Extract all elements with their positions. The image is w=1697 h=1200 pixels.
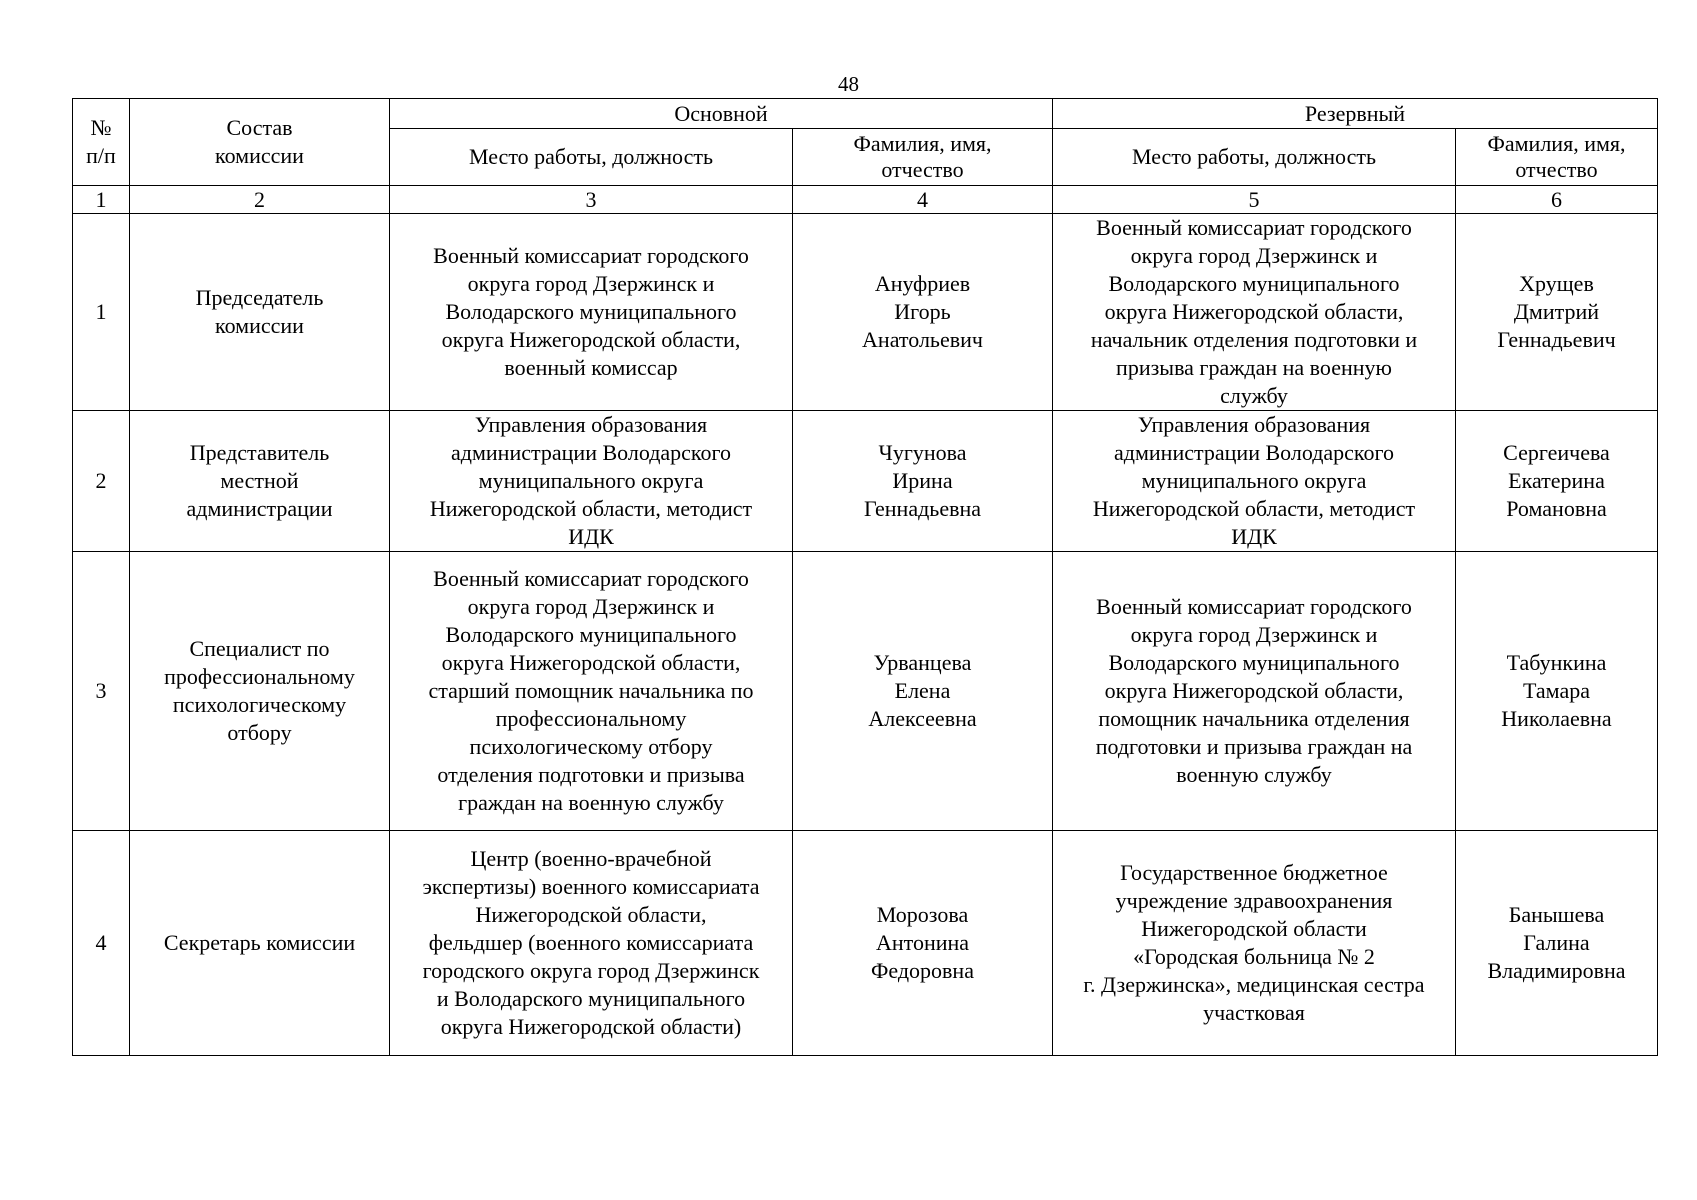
row-number: 3 bbox=[73, 552, 130, 831]
role-cell: Секретарь комиссии bbox=[130, 831, 390, 1056]
header-main-fio: Фамилия, имя, отчество bbox=[793, 129, 1053, 186]
reserve-name-cell: Хрущев Дмитрий Геннадьевич bbox=[1456, 214, 1658, 411]
table-row bbox=[73, 552, 1658, 831]
reserve-name-cell: Табункина Тамара Николаевна bbox=[1456, 552, 1658, 831]
reserve-name-cell: Сергеичева Екатерина Романовна bbox=[1456, 411, 1658, 552]
column-number: 1 bbox=[73, 186, 130, 214]
header-composition: Состав комиссии bbox=[130, 99, 390, 186]
reserve-workplace-cell: Военный комиссариат городского округа город Дзержинск и Володарского муниципального округа Нижегородской области, помощник начальника отделения подготовки и призыва граждан на военную службу bbox=[1053, 552, 1456, 831]
header-reserve-fio: Фамилия, имя, отчество bbox=[1456, 129, 1658, 186]
main-workplace-cell: Управления образования администрации Володарского муниципального округа Нижегородской области, методист ИДК bbox=[390, 411, 793, 552]
commission-table bbox=[72, 98, 1658, 1056]
main-workplace-cell: Военный комиссариат городского округа город Дзержинск и Володарского муниципального округа Нижегородской области, военный комиссар bbox=[390, 214, 793, 411]
table-row bbox=[73, 831, 1658, 1056]
header-main: Основной bbox=[390, 99, 1053, 129]
column-numbers-row bbox=[73, 186, 1658, 214]
reserve-workplace-cell: Государственное бюджетное учреждение здравоохранения Нижегородской области «Городская больница № 2 г. Дзержинска», медицинская сестра участковая bbox=[1053, 831, 1456, 1056]
main-workplace-cell: Военный комиссариат городского округа город Дзержинск и Володарского муниципального округа Нижегородской области, старший помощник начальника по профессиональному психологическому отбору отделения подготовки и призыва граждан на военную службу bbox=[390, 552, 793, 831]
main-name-cell: Чугунова Ирина Геннадьевна bbox=[793, 411, 1053, 552]
column-number: 5 bbox=[1053, 186, 1456, 214]
main-name-cell: Морозова Антонина Федоровна bbox=[793, 831, 1053, 1056]
main-workplace-cell: Центр (военно-врачебной экспертизы) военного комиссариата Нижегородской области, фельдшер (военного комиссариата городского округа город Дзержинск и Володарского муниципального округа Нижегородской области) bbox=[390, 831, 793, 1056]
role-cell: Специалист по профессиональному психологическому отбору bbox=[130, 552, 390, 831]
header-reserve: Резервный bbox=[1053, 99, 1658, 129]
main-name-cell: Ануфриев Игорь Анатольевич bbox=[793, 214, 1053, 411]
table-row bbox=[73, 214, 1658, 411]
header-num: № п/п bbox=[73, 99, 130, 186]
table-row bbox=[73, 411, 1658, 552]
header-main-workplace: Место работы, должность bbox=[390, 129, 793, 186]
role-cell: Представитель местной администрации bbox=[130, 411, 390, 552]
main-name-cell: Урванцева Елена Алексеевна bbox=[793, 552, 1053, 831]
header-reserve-workplace: Место работы, должность bbox=[1053, 129, 1456, 186]
column-number: 6 bbox=[1456, 186, 1658, 214]
column-number: 3 bbox=[390, 186, 793, 214]
column-number: 2 bbox=[130, 186, 390, 214]
reserve-workplace-cell: Управления образования администрации Володарского муниципального округа Нижегородской области, методист ИДК bbox=[1053, 411, 1456, 552]
row-number: 2 bbox=[73, 411, 130, 552]
reserve-workplace-cell: Военный комиссариат городского округа город Дзержинск и Володарского муниципального округа Нижегородской области, начальник отделения подготовки и призыва граждан на военную службу bbox=[1053, 214, 1456, 411]
row-number: 1 bbox=[73, 214, 130, 411]
role-cell: Председатель комиссии bbox=[130, 214, 390, 411]
header-row-top bbox=[73, 99, 1658, 129]
reserve-name-cell: Банышева Галина Владимировна bbox=[1456, 831, 1658, 1056]
column-number: 4 bbox=[793, 186, 1053, 214]
row-number: 4 bbox=[73, 831, 130, 1056]
page-number: 48 bbox=[838, 72, 859, 96]
